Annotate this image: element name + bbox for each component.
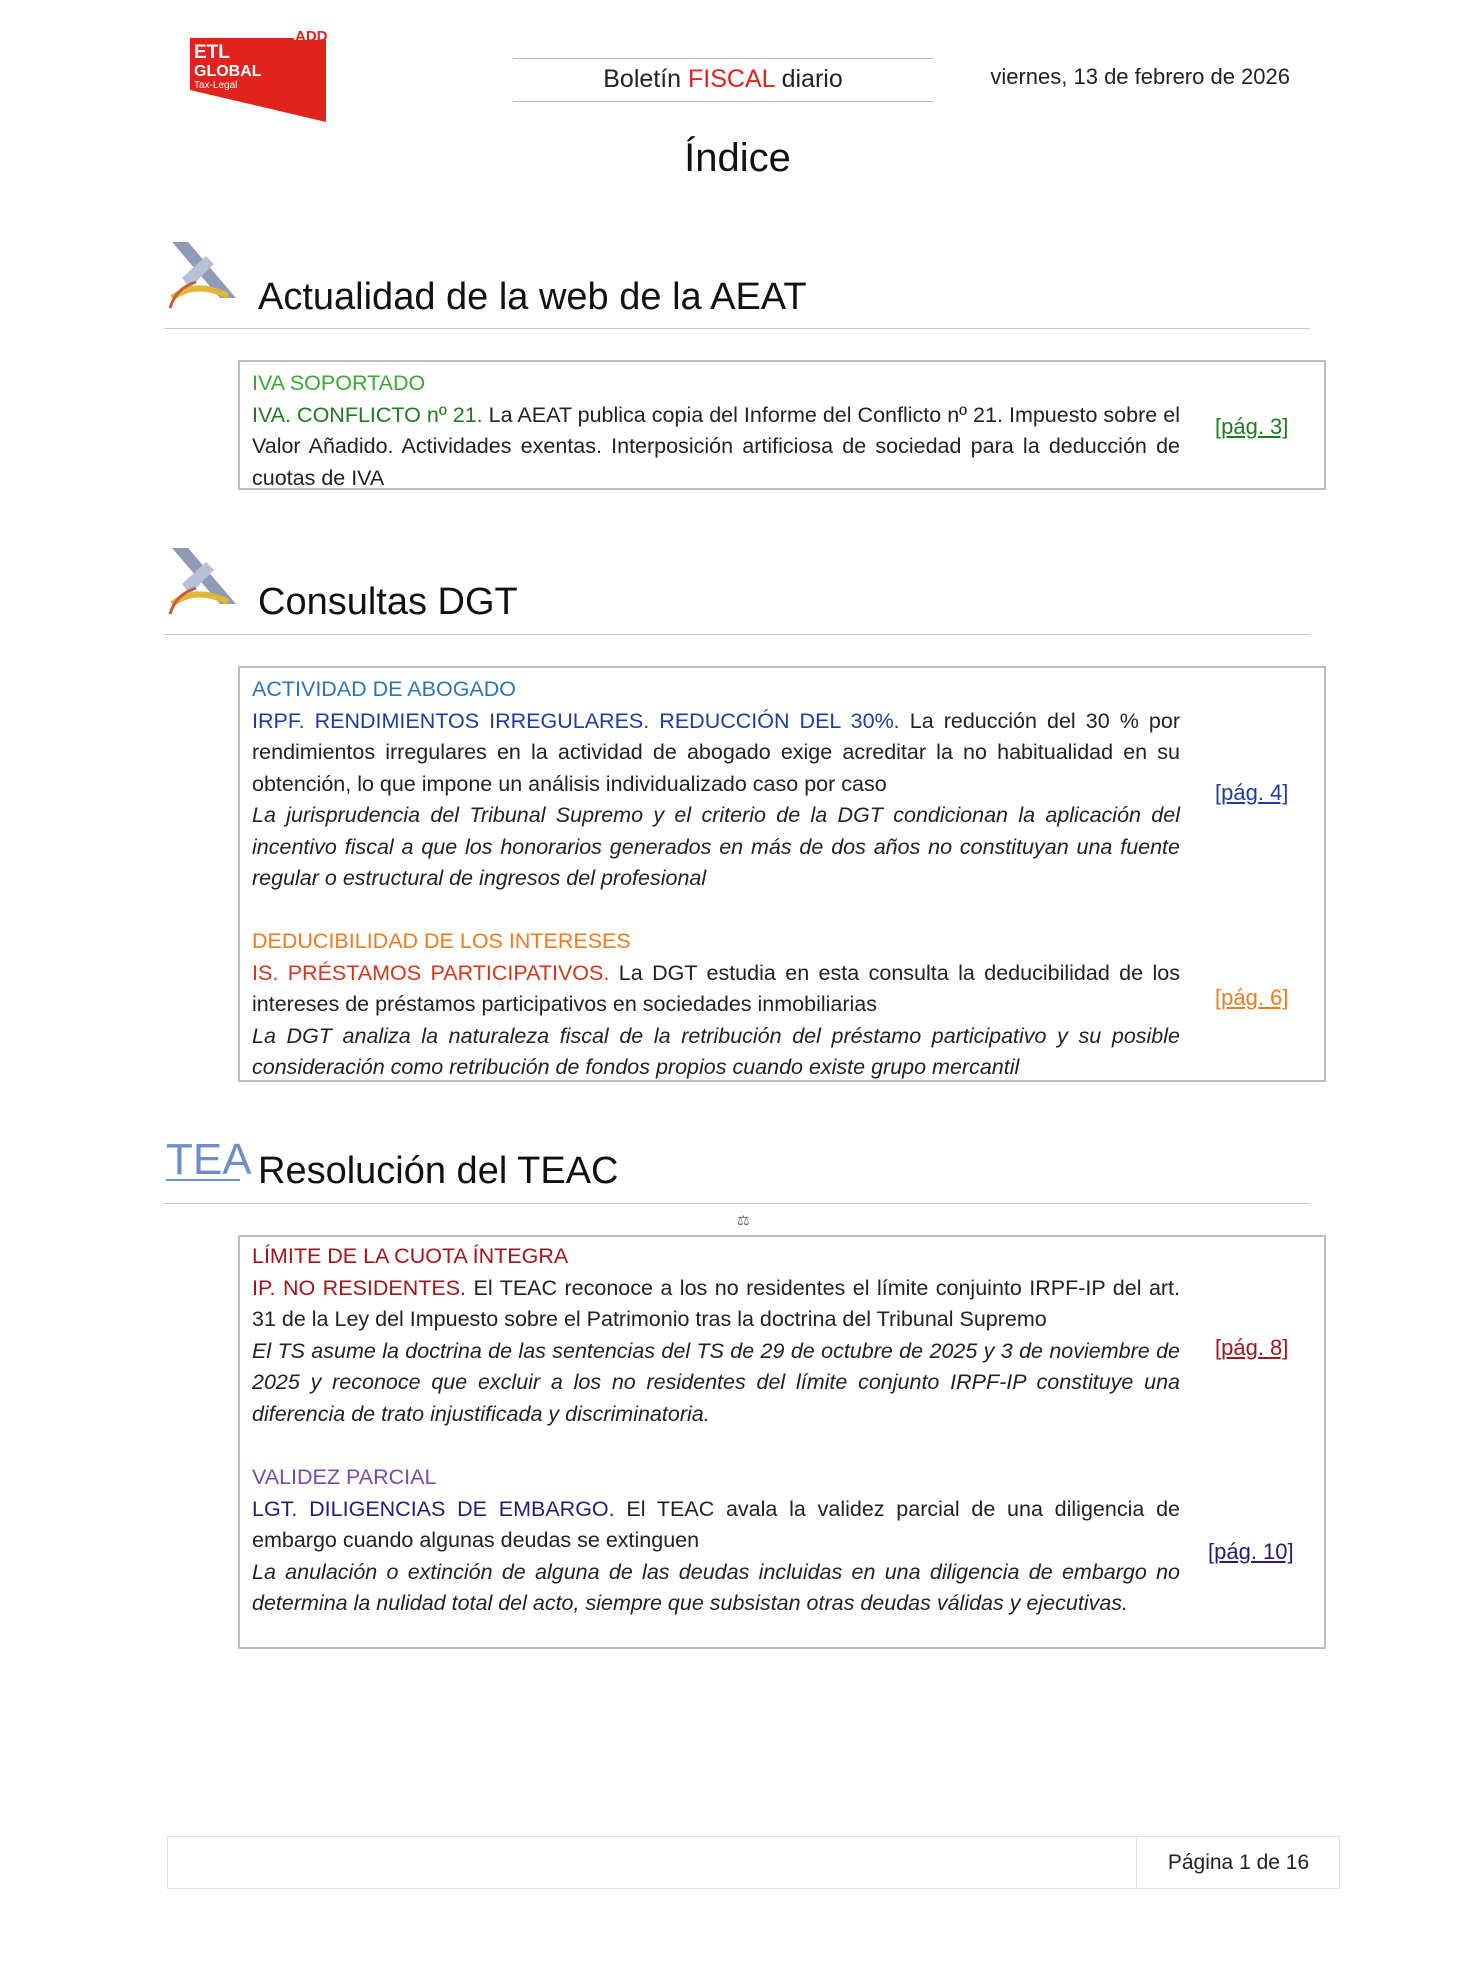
dgt-entries-box [238, 666, 1326, 1082]
entry-summary: El TS asume la doctrina de las sentencias del TS de 29 de octubre de 2025 y 3 de noviembre de 2025 y reconoce que excluir a los no residentes del límite conjunto IRPF-IP constituye una diferencia de trato injustificada y discriminatoria. [252, 1338, 1180, 1426]
logo-brand-bottom: Tax-Legal [194, 80, 238, 91]
index-title: Índice [684, 136, 791, 180]
page-link-4[interactable]: [pág. 4] [1215, 780, 1289, 805]
bulletin-prefix: Boletín [603, 65, 682, 93]
teac-entries-box [238, 1235, 1326, 1649]
footer-page-number: Página 1 de 16 [1167, 1851, 1310, 1874]
page-link-6[interactable]: [pág. 6] [1215, 985, 1289, 1010]
tea-logo-text: TEA [166, 1135, 252, 1184]
aeat-logo-icon [166, 238, 242, 317]
entry-category: VALIDEZ PARCIAL [252, 1465, 437, 1489]
bulletin-title [513, 58, 933, 102]
entry-validez-parcial [252, 1462, 1180, 1620]
page-link-8[interactable]: [pág. 8] [1215, 1335, 1289, 1360]
entry-cuota-integra [252, 1241, 1180, 1430]
entry-category: IVA SOPORTADO [252, 371, 426, 395]
logo-brand-top: ETL [194, 42, 230, 63]
bulletin-highlight: FISCAL [688, 65, 775, 93]
section-divider [164, 328, 1310, 329]
aeat-logo-icon [166, 544, 242, 623]
entry-summary: La jurisprudencia del Tribunal Supremo y el criterio de la DGT condicionan la aplicación del incentivo fiscal a que los honorarios generados en más de dos años no constituyan una fuente regular o estructural de ingresos del profesional [252, 803, 1180, 890]
page-link-10[interactable]: [pág. 10] [1208, 1539, 1294, 1564]
entry-body: La AEAT publica copia del Informe del Conflicto nº 21. Impuesto sobre el Valor Añadido. Actividades exentas. Interposición artificiosa de sociedad para la deducción de cuotas de IVA [252, 402, 1180, 490]
entry-body: La DGT estudia en esta consulta la deducibilidad de los intereses de préstamos participativos en sociedades inmobiliarias [252, 960, 1180, 1016]
page-link-3[interactable]: [pág. 3] [1215, 414, 1289, 439]
bulletin-suffix: diario [781, 65, 843, 93]
entry-iva-conflicto [252, 368, 1180, 494]
entry-lead: LGT. DILIGENCIAS DE EMBARGO. [252, 1496, 615, 1521]
entry-body: El TEAC reconoce a los no residentes el límite conjuinto IRPF-IP del art. 31 de la Ley del Impuesto sobre el Patrimonio tras la doctrina del Tribunal Supremo [252, 1275, 1181, 1331]
page-footer [167, 1836, 1340, 1889]
logo-brand-mid: GLOBAL [194, 63, 262, 80]
logo-badge: ADD [295, 28, 328, 45]
section-title-aeat: Actualidad de la web de la AEAT [258, 276, 807, 318]
entry-category: ACTIVIDAD DE ABOGADO [252, 677, 517, 701]
entry-category: LÍMITE DE LA CUOTA ÍNTEGRA [252, 1244, 569, 1268]
aeat-entries-box [238, 360, 1326, 490]
tea-logo-icon [166, 1134, 252, 1189]
section-divider [164, 1203, 1310, 1204]
entry-lead: IS. PRÉSTAMOS PARTICIPATIVOS. [252, 960, 610, 985]
section-title-teac: Resolución del TEAC [258, 1150, 619, 1192]
entry-category: DEDUCIBILIDAD DE LOS INTERESES [252, 929, 631, 953]
section-title-dgt: Consultas DGT [258, 581, 518, 623]
entry-intereses [252, 926, 1180, 1084]
entry-summary: La anulación o extinción de alguna de las deudas incluidas en una diligencia de embargo no determina la nulidad total del acto, siempre que subsistan otras deudas válidas y ejecutivas. [252, 1559, 1180, 1615]
scale-icon: ⚖ [737, 1212, 750, 1228]
entry-lead: IP. NO RESIDENTES. [252, 1275, 467, 1300]
header-date: viernes, 13 de febrero de 2026 [990, 64, 1290, 89]
entry-lead: IRPF. RENDIMIENTOS IRREGULARES. REDUCCIÓN DEL 30%. [252, 708, 900, 733]
entry-body: La reducción del 30 % por rendimientos irregulares en la actividad de abogado exige acreditar la no habitualidad en su obtención, lo que impone un análisis individualizado caso por caso [252, 708, 1180, 796]
entry-summary: La DGT analiza la naturaleza fiscal de la retribución del préstamo participativo y su posible consideración como retribución de fondos propios cuando existe grupo mercantil [252, 1023, 1180, 1079]
entry-abogado [252, 674, 1180, 895]
entry-body: El TEAC avala la validez parcial de una diligencia de embargo cuando algunas deudas se extinguen [252, 1496, 1180, 1552]
section-divider [164, 634, 1310, 635]
etl-global-logo [190, 30, 330, 124]
entry-lead: IVA. CONFLICTO nº 21. [252, 402, 483, 427]
